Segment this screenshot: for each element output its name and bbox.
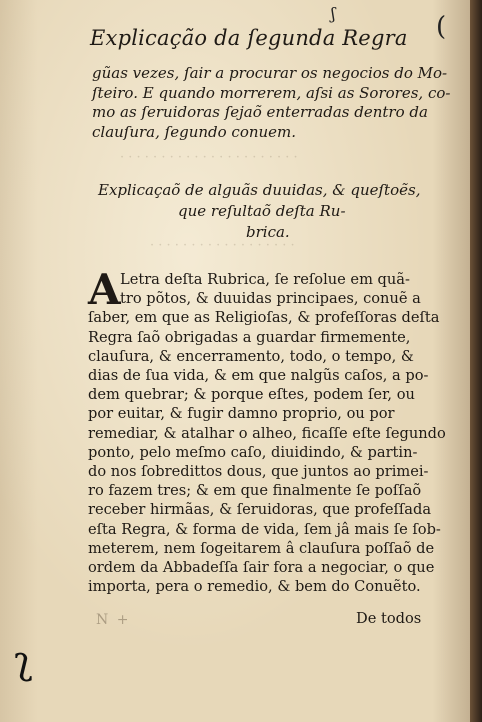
text-line: tro põtos, & duuidas principaes, conuẽ a <box>120 290 421 308</box>
text-line: clauſura, & encerramento, todo, o tempo, & <box>88 347 414 365</box>
text-line: dem quebrar; & porque eſtes, podem ſer, ou <box>88 386 415 404</box>
text-line: remediar, & atalhar o alheo, ficaſſe eſte ſegundo <box>88 424 446 442</box>
text-line: receber hirmãas, & ſeruidoras, que profeſſada <box>88 501 432 519</box>
text-line: por euitar, & fugir damno proprio, ou por <box>88 405 395 423</box>
section-heading <box>98 180 438 243</box>
show-through-text: · · · · · · · · · · · · · · · · · · · · · · <box>120 150 298 165</box>
book-gutter <box>470 0 482 722</box>
text-line: ordem da Abbadeſſa ſair fora a negociar, o que <box>88 559 435 577</box>
text-line: gũas vezes, ſair a procurar os negocios do Mo- <box>92 64 448 82</box>
show-through-text: · · · · · · · · · · · · · · · · · · <box>150 238 295 253</box>
text-line: ro fazem tres; & em que finalmente ſe poſſaõ <box>88 482 422 500</box>
pen-mark-icon: ( <box>436 12 447 42</box>
top-paragraph <box>92 64 451 142</box>
text-line: dias de ſua vida, & em que nalgũs caſos, a po- <box>88 367 429 385</box>
signature-mark: N + <box>96 612 131 628</box>
pen-mark-icon: ʃ <box>331 4 336 23</box>
catchword: De todos <box>356 610 422 627</box>
pen-mark-icon: ʅ <box>14 638 33 682</box>
text-line: Regra ſaõ obrigadas a guardar firmemente, <box>88 328 411 346</box>
heading-line: brica. <box>246 223 290 241</box>
body-paragraph <box>88 265 446 596</box>
running-header: Explicação da ſegunda Regra <box>90 26 408 50</box>
text-line: do nos ſobredittos dous, que juntos ao primei- <box>88 463 429 481</box>
text-line: ſaber, em que as Religioſas, & profeſſoras deſta <box>88 309 440 327</box>
drop-cap: A <box>88 265 121 314</box>
text-line: importa, pera o remedio, & bem do Conuẽto. <box>88 578 421 596</box>
text-line: clauſura, ſegundo conuem. <box>92 122 297 141</box>
text-line: eſta Regra, & forma de vida, ſem jâ mais ſe ſob- <box>88 520 441 538</box>
heading-line: que reſultaõ deſta Ru- <box>178 202 346 220</box>
heading-line: Explicaçaõ de alguãs duuidas, & queſtoẽs, <box>98 181 421 199</box>
text-line: ponto, pelo meſmo caſo, diuidindo, & partin- <box>88 443 418 461</box>
text-line: ſteiro. E quando morrerem, aſsi as Sorores, co- <box>92 83 451 102</box>
text-line: mo as ſeruidoras ſejaõ enterradas dentro da <box>92 103 428 121</box>
text-line: meterem, nem ſogeitarem â clauſura poſſaõ de <box>88 539 435 557</box>
text-line: Letra deſta Rubrica, ſe reſolue em quã- <box>120 271 410 288</box>
